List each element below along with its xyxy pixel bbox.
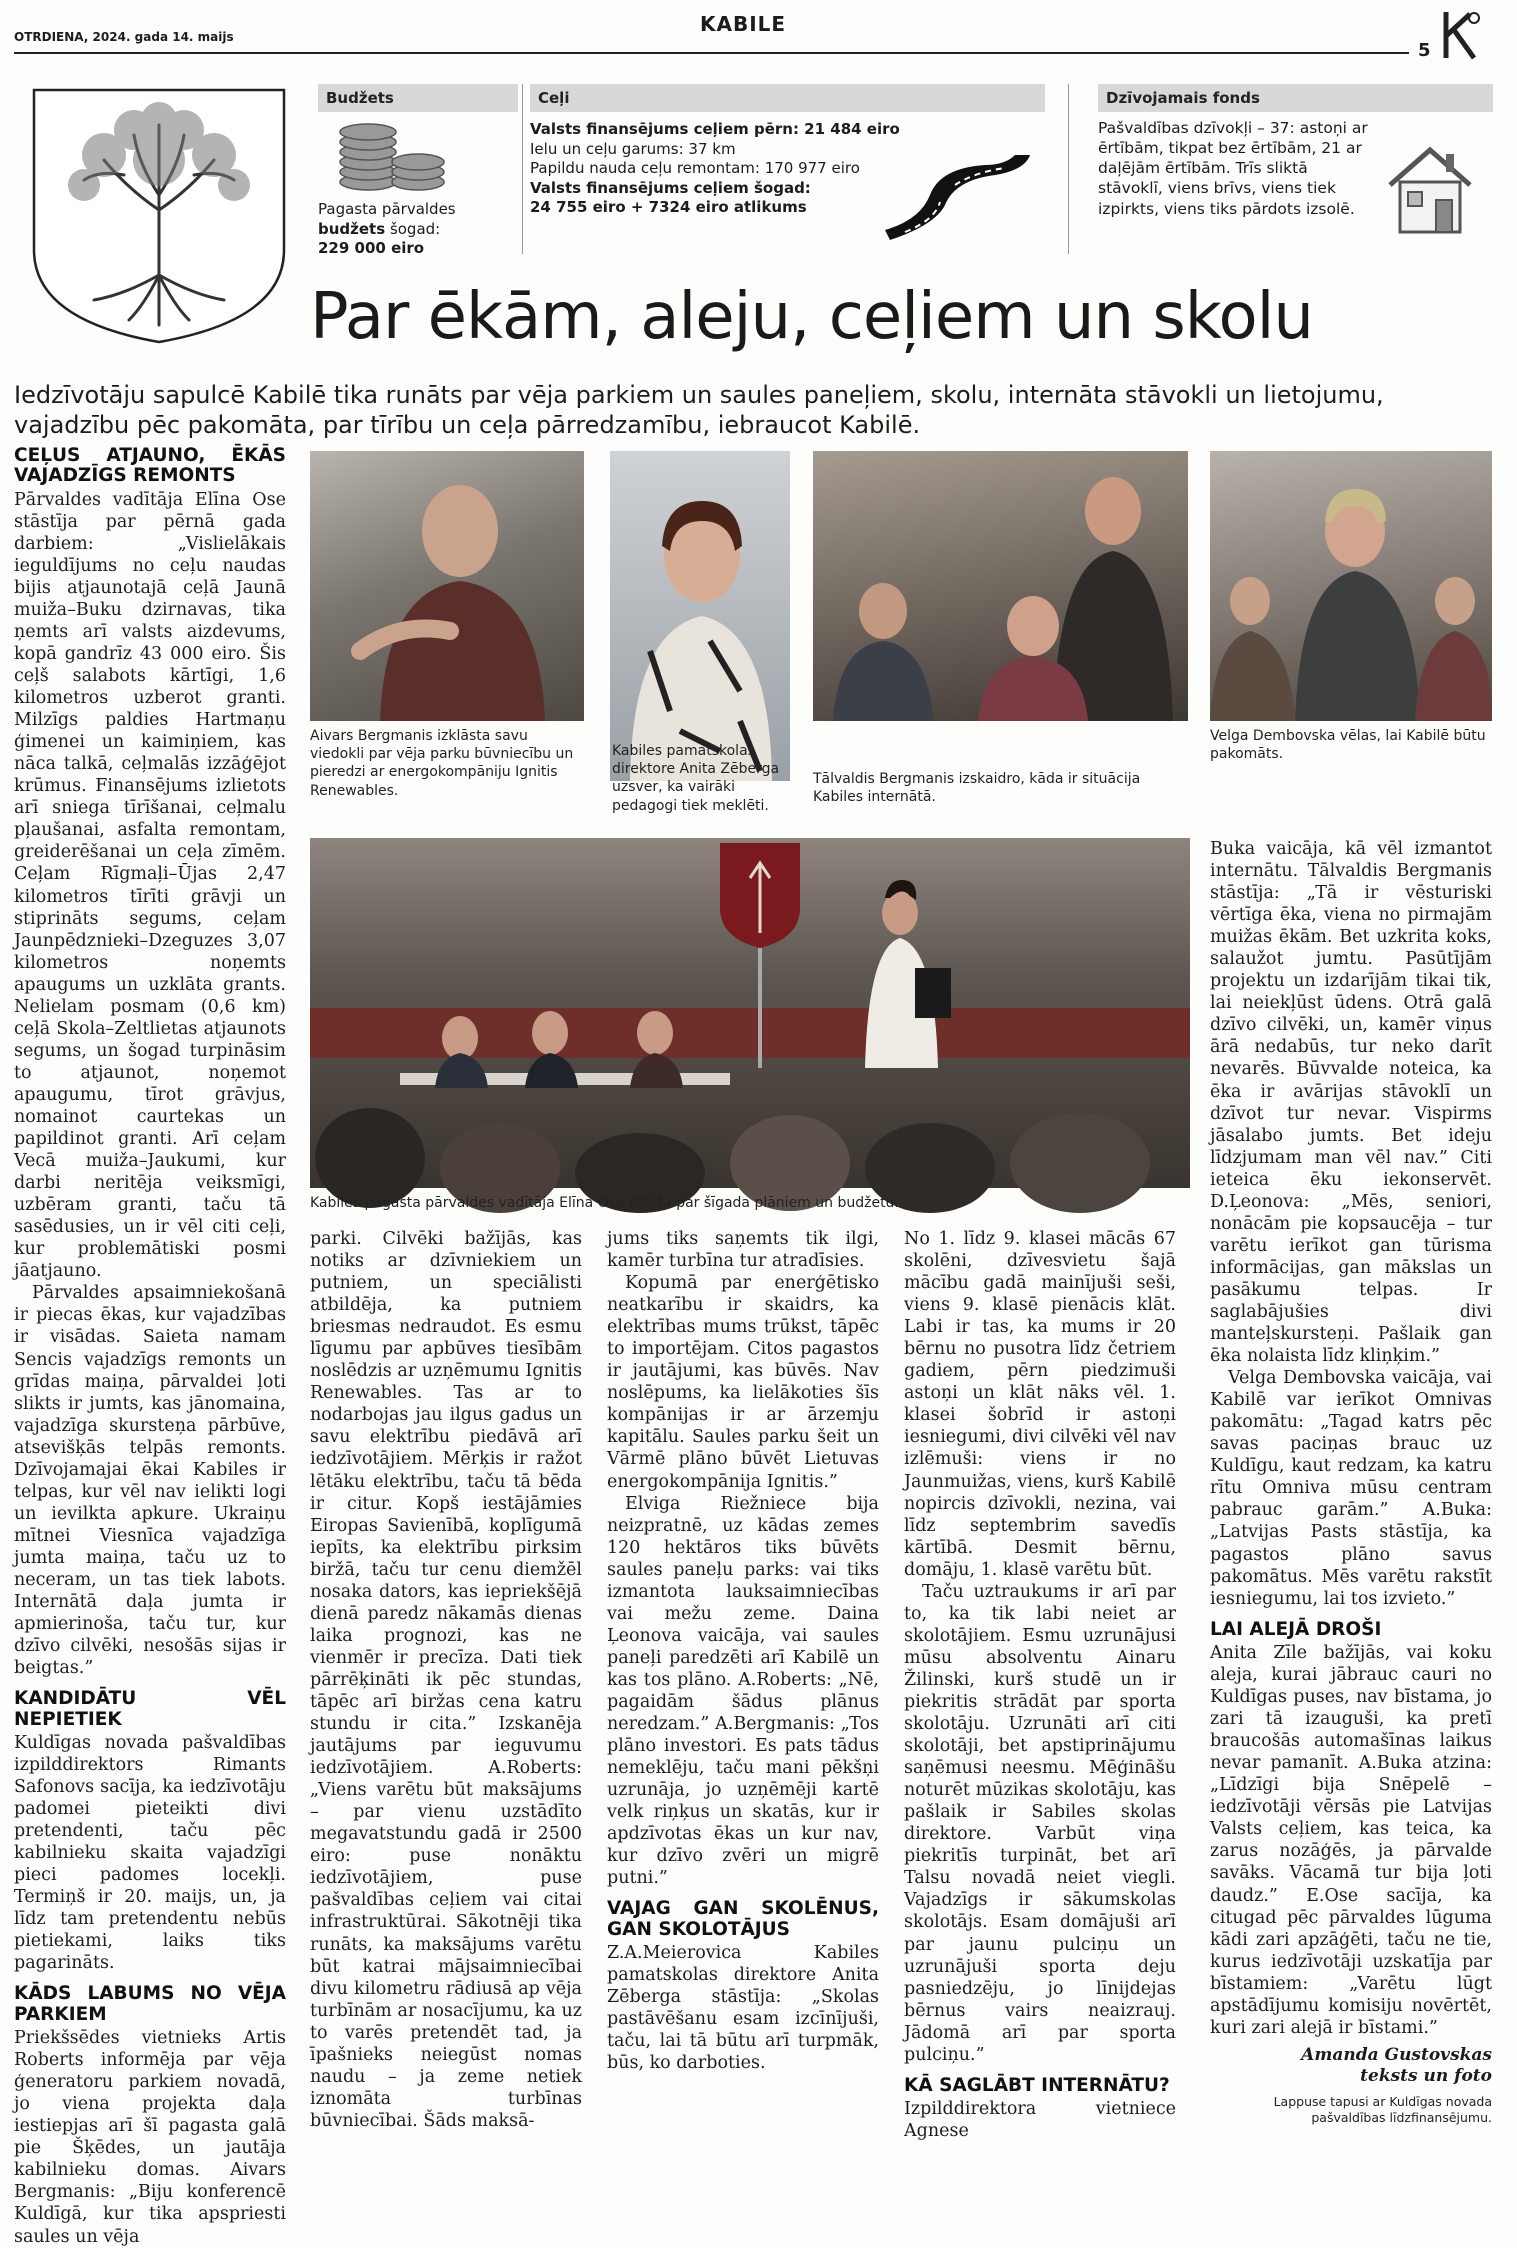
box-divider <box>1068 84 1069 254</box>
paragraph: Kopumā par enerģētisko neatkarību ir skaidrs, ka elektrības mums trūkst, tāpēc to importējam. Citos pagastos ir jautājumi, kas būvēs. Nav noslēpums, ka lielākoties šīs kompānijas ir ar ārzemju kapitālu. Saules parku šeit un Vārmē plāno būvēt Lietuvas energokompānija Ignitis.” <box>607 1273 879 1492</box>
article-column-1 <box>14 440 286 2248</box>
budget-box-title: Budžets <box>318 84 518 112</box>
budget-text-post: šogad: <box>389 219 441 238</box>
funding-credit: Lappuse tapusi ar Kuldīgas novada pašvaldības līdzfinansējumu. <box>1273 2093 1492 2125</box>
caption-photo-1: Aivars Bergmanis izklāsta savu viedokli par vēja parku būvniecību un pieredzi ar energokompāniju Ignitis Renewables. <box>310 728 574 799</box>
section-title: KABILE <box>700 12 787 36</box>
housing-box-title: Dzīvojamais fonds <box>1098 84 1493 112</box>
caption-photo-5: Kabiles pagasta pārvaldes vadītāja Elīna Ose stāsta par šīgada plāniem un budžetu. <box>310 1195 899 1211</box>
photo-velga-dembovska <box>1210 451 1492 721</box>
article-column-3 <box>607 1228 879 2074</box>
roads-line-1: Valsts finansējums ceļiem pērn: 21 484 eiro <box>530 120 900 138</box>
article-column-5 <box>1210 838 1492 2126</box>
coins-icon <box>328 116 448 196</box>
budget-text-bold: budžets <box>318 219 386 238</box>
roads-line-5: 24 755 eiro + 7324 eiro atlikums <box>530 198 807 216</box>
photo-anita-zeberga <box>610 451 790 781</box>
budget-box <box>318 84 518 259</box>
road-icon <box>885 150 1035 245</box>
author-byline-note: teksts un foto <box>1360 2066 1492 2087</box>
roads-line-3: Papildu nauda ceļu remontam: 170 977 eiro <box>530 159 860 177</box>
people-silhouette-icon <box>1210 451 1492 721</box>
subheading-alley: LAI ALEJĀ DROŠI <box>1210 1618 1382 1640</box>
paragraph: Pārvaldes vadītāja Elīna Ose stāstīja par pērnā gada darbiem: „Vislielākais ieguldījums no ceļu naudas bijis atjaunotajā ceļā Jaunā muiža–Buku dzirnavas, tika ņemts arī valsts aizdevums, kopā gandrīz 43 000 eiro. Šis ceļš salabots kārtīgi, 1,6 kilometros uzberot granti. Milzīgs paldies Hartmaņu ģimenei un kaimiņiem, kas nāca talkā, ceļmalās izzāģējot krūmus. Finansējums izlietots arī sniega tīrīšanai, ceļmalu pļaušanai, asfalta remontam, greiderēšanai un ceļa zīmēm. Ceļam Rīgmaļi–Ūjas 2,47 kilometros tīrīti grāvji un stiprināts segums, ceļam Jaunpēdznieki–Dzeguzes 3,07 kilometros noņemts apaugums un uzklāta grants. Nelielam posmam (0,6 km) ceļā Skola–Zeltlietas atjaunots segums, un šogad turpināsim to atjaunot, noņemot apaugumu, tīrot grāvjus, nomainot caurtekas un papildinot granti. Arī ceļam Vecā muiža–Jaukumi, kur darbi neritēja veiksmīgi, uzbēram granti, taču tā sasēdusies, un ir vēl citi ceļi, kur problemātiski posmi jāatjauno. <box>14 489 286 1282</box>
subheading-roads: CEĻUS ATJAUNO, ĒKĀS VAJADZĪGS REMONTS <box>14 445 286 487</box>
paragraph: jums tiks saņemts tik ilgi, kamēr turbīna tur atradīsies. <box>607 1229 879 1272</box>
roads-line-4: Valsts finansējums ceļiem šogad: <box>530 178 811 197</box>
article-lead: Iedzīvotāju sapulcē Kabilē tika runāts par vēja parkiem un saules paneļiem, skolu, internāta stāvokli un lietojumu, vajadzību pēc pakomāta, par tīrību un ceļa pārredzamību, iebraucot Kabilē. <box>14 381 1384 439</box>
housing-box-text: Pašvaldības dzīvokļi – 37: astoņi ar ērtībām, tikpat bez ērtībām, 21 ar daļējām ērtībām. Trīs sliktā stāvoklī, viens brīvs, viens tiek izpirkts, viens tiks pārdots izsolē. <box>1098 119 1368 218</box>
photo-aivars-bergmanis <box>310 451 584 721</box>
meeting-scene-icon <box>310 838 1190 1188</box>
budget-text-pre: Pagasta pārvaldes <box>318 200 456 218</box>
roads-box-title: Ceļi <box>530 84 1045 112</box>
paragraph: Taču uztraukums ir arī par to, ka tik labi neiet ar skolotājiem. Esmu uzrunājusi mūsu absolventu Ainaru Žilinski, kurš studē un ir piekritis strādāt par sporta skolotāju. Uzrunāti arī citi skolotāji, bet apstiprinājumu saņēmusi neesmu. Mēģināšu noturēt mūzikas skolotāju, kas pašlaik ir Sabiles skolas direktore. Varbūt viņa piekritīs turpināt, bet arī Talsu novadā neiet viegli. Vajadzīgs ir sākumskolas skolotājs. Esam domājuši arī par jaunu pulciņu un uzrunājuši sporta deju pasniedzēju, jo līnijdejas bērnus vairs neaizrauj. Jādomā arī par sporta pulciņu.” <box>904 1581 1176 2065</box>
header-rule <box>14 52 1409 54</box>
subheading-boarding-school: KĀ SAGLĀBT INTERNĀTU? <box>904 2074 1170 2096</box>
person-silhouette-icon <box>310 451 584 721</box>
paragraph: Z.A.Meierovica Kabiles pamatskolas direktore Anita Zēberga stāstīja: „Skolas pastāvēšanu esam izcīnījuši, taču, lai tā būtu arī turpmāk, būs, ko darboties. <box>607 1943 879 2074</box>
page-number: 5 <box>1418 40 1431 61</box>
caption-photo-3: Tālvaldis Bergmanis izskaidro, kāda ir situācija Kabiles internātā. <box>813 771 1141 806</box>
paragraph: parki. Cilvēki bažījās, kas notiks ar dzīvniekiem un putniem, un speciālisti atbildēja, ka putniem briesmas nedraudot. Es esmu līgumu par apbūves tiesībām noslēdzis ar uzņēmumu Ignitis Renewables. Tas ar to nodarbojas jau ilgus gadus un savu elektrību piedāvā arī iedzīvotājiem. Mērķis ir ražot lētāku elektrību, taču tā bēda ir citur. Kopš iestājāmies Eiropas Savienībā, koplīgumā iepīts, ka elektrību pirksim biržā, taču tur cenu diemžēl nosaka dators, kas iepriekšējā dienā paredz nākamās dienas laika prognozi, kas ne vienmēr ir precīza. Dati tiek pārrēķināti ik pēc stundas, tāpēc arī biržas cena katru stundu ir cita.” Izskanēja jautājums par ieguvumu iedzīvotājiem. A.Roberts: „Viens varētu būt maksājums – par vienu uzstādīto megavatstundu gadā ir 2500 eiro: puse nonāktu iedzīvotājiem, puse pašvaldības ceļiem vai citai infrastruktūrai. Sākotnēji tika runāts, ka maksājums varētu būt katrai mājsaimniecībai divu kilometru rādiusā ap vēja turbīnām ar nosacījumu, ka uz to varēs pretendēt tad, ja īpašnieks neiegūst nomas naudu – ja zeme netiek iznomāta turbīnas būvniecībai. Šāds maksā- <box>310 1229 582 2131</box>
person-silhouette-icon <box>610 451 790 781</box>
paragraph: Anita Zīle bažījās, vai koku aleja, kurai jābrauc cauri no Kuldīgas puses, nav bīstama, jo zari tā izauguši, ka pretī braucošās automašīnas laikus nevar pamanīt. A.Buka atzina: „Līdzīgi bija Snēpelē – iedzīvotāji vērsās pie Latvijas Valsts ceļiem, kas teica, ka zarus nozāģēs, ja pārvalde savāks. Vācamā tur bija ļoti daudz.” E.Ose sacīja, ka citugad pēc pārvaldes lūguma kādi zari apzāģēti, taču ne tie, kurus iedzīvotāji uzskatīja par bīstamiem: „Varētu lūgt apstādījumu komisiju novērtēt, kuri zari alejā ir bīstami.” <box>1210 1642 1492 2038</box>
article-column-2 <box>310 1228 582 2132</box>
issue-date: OTRDIENA, 2024. gada 14. maijs <box>14 30 234 44</box>
article-headline: Par ēkām, aleju, ceļiem un skolu <box>310 280 1313 354</box>
newspaper-logo-icon <box>1440 8 1482 62</box>
photo-talvaldis-bergmanis <box>813 451 1188 721</box>
caption-photo-2-text: Kabiles pamatskolas direktore Anita Zēberga uzsver, ka vairāki pedagogi tiek meklēti. <box>612 743 780 814</box>
paragraph: Elviga Riežniece bija neizpratnē, uz kādas zemes 120 hektāros tiks būvēts saules paneļu parks: vai tiks izmantota lauksaimniecības vai mežu zeme. Daina Ļeonova vaicāja, vai saules paneļi paredzēti arī Kabilē un kas tos plāno. A.Roberts: „Nē, pagaidām šādus plānus neredzam.” A.Bergmanis: „Tos plāno investori. Es pats tādus nemeklēju, taču mani pēkšņi uzrunāja, jo uzņēmēji kartē velk riņķus un skatās, kur ir apdzīvotas ēkas un kur nav, kur dzīvo zvēri un migrē putni.” <box>607 1493 879 1889</box>
author-byline: Amanda Gustovskas <box>1301 2044 1492 2065</box>
photo-meeting-hall <box>310 838 1190 1188</box>
caption-photo-4: Velga Dembovska vēlas, lai Kabilē būtu pakomāts. <box>1210 728 1486 763</box>
subheading-pupils-teachers: VAJAG GAN SKOLĒNUS, GAN SKOLOTĀJUS <box>607 1898 879 1940</box>
coat-of-arms-icon <box>24 80 294 350</box>
paragraph: Kuldīgas novada pašvaldības izpilddirektors Rimants Safonovs sacīja, ka iedzīvotāju padomei pieteikti divi pretendenti, taču pēc kabilnieku skaita vajadzīgi pieci padomes locekļi. Termiņš ir 20. maijs, un, ja līdz tam pretendentu nebūs pietiekami, laiks tiks pagarināts. <box>14 1732 286 1974</box>
paragraph: Pārvaldes apsaimniekošanā ir piecas ēkas, kur vajadzības ir visādas. Saieta namam Sencis vajadzīgs remonts un grīdas maiņa, pārvaldei ļoti slikts ir jumts, kas jānomaina, vajadzīga skursteņa pārbūve, atsevišķās telpās remonts. Dzīvojamajai ēkai Kabiles ir telpas, kur vēl nav ielikti logi un ievilkta apkure. Ukraiņu mītnei Viesnīca vajadzīga jumta maiņa, taču uz to neceram, un tas tiek labots. Internātā daļa jumta ir apmierinoša, taču tur, kur dzīvo cilvēki, nesošās sijas ir beigtas.” <box>14 1283 286 1679</box>
paragraph: Izpilddirektora vietniece Agnese <box>904 2099 1176 2142</box>
paragraph: No 1. līdz 9. klasei mācās 67 skolēni, dzīvesvietu šajā mācību gadā mainījuši seši, viens 9. klasē pienācis klāt. Labi ir tas, ka mums ir 20 bērnu no pusotra līdz četriem gadiem, pērn piedzimuši astoņi un klāt nāks vēl. 1. klasei šobrīd ir astoņi iesniegumi, divi cilvēki vēl nav izlēmuši: viens ir no Jaunmuižas, viens, kurš Kabilē nopircis dzīvokli, nezina, vai līdz septembrim savedīs kārtībā. Desmit bērnu, domāju, 1. klasē varētu būt. <box>904 1229 1176 1580</box>
paragraph: Velga Dembovska vaicāja, vai Kabilē var ierīkot Omnivas pakomātu: „Tagad katrs pēc savas paciņas brauc uz Kuldīgu, kaut redzam, ka katru rītu Omniva mūsu centram pabrauc garām.” A.Buka: „Latvijas Pasts stāstīja, ka pagastos plāno savus pakomātus. Mēs varētu rakstīt iesniegumu, lai tos izvieto.” <box>1210 1368 1492 1609</box>
subheading-wind-parks: KĀDS LABUMS NO VĒJA PARKIEM <box>14 1983 286 2025</box>
people-silhouette-icon <box>813 451 1188 721</box>
budget-box-text <box>318 200 518 259</box>
subheading-candidates: KANDIDĀTU VĒL NEPIETIEK <box>14 1688 286 1730</box>
budget-amount: 229 000 eiro <box>318 239 425 257</box>
roads-line-2: Ielu un ceļu garums: 37 km <box>530 139 736 158</box>
box-divider <box>522 84 523 254</box>
house-icon <box>1380 140 1480 240</box>
article-column-4 <box>904 1228 1176 2142</box>
paragraph: Buka vaicāja, kā vēl izmantot internātu. Tālvaldis Bergmanis stāstīja: „Tā ir vēsturiski vērtīga ēka, viena no pirmajām muižas ēkām. Bet uzkrita koks, salaužot jumtu. Pasūtījām projektu un izdarījām tikai tik, lai neiekļūst ūdens. Otrā galā dzīvo cilvēki, un, kamēr viņus ārā nedabūs, tur neko darīt nevarēs. Būvvalde noteica, ka ēka ir avārijas stāvoklī un dzīvot tur nevar. Vispirms jāsalabo jumts. Bet ideju līdzjumam man vēl nav.” Citi ieteica ēku iekonservēt. D.Ļeonova: „Mēs, seniori, nonācām pie kopsaucēja – tur varētu ierīkot gan tūrisma informācijas, gan mākslas un pasākumu telpas. Ir saglabājušies divi manteļskursteņi. Pašlaik gan ēka nolaista līdz kliņķim.” <box>1210 839 1492 1367</box>
paragraph: Priekšsēdes vietnieks Artis Roberts informēja par vēja ģeneratoru parkiem novadā, jo viena projekta daļa iestiepjas arī šī pagasta galā pie Šķēdes, un jautāja kabilnieku domas. Aivars Bergmanis: „Biju konferencē Kuldīgā, kur tika apspriesti saules un vēja <box>14 2028 286 2247</box>
